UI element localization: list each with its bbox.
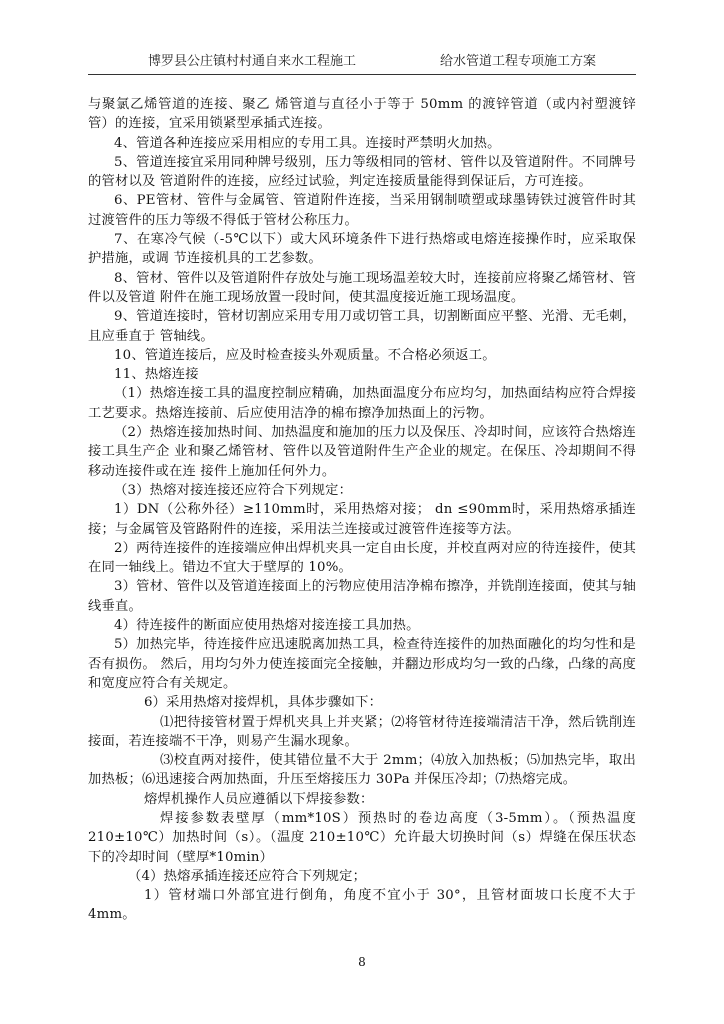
paragraph: 熔焊机操作人员应遵循以下焊接参数： <box>144 791 374 807</box>
paragraph: 6）采用热熔对接焊机，具体步骤如下： <box>144 695 383 711</box>
paragraph: 8、管材、管件以及管道附件存放处与施工现场温差较大时，连接前应将聚乙烯管材、管件以及管道 附件在施工现场放置一段时间，使其温度接近施工现场温度。 <box>88 270 636 305</box>
header-project-title: 博罗县公庄镇村村通自来水工程施工 <box>148 54 357 69</box>
paragraph: 7、在寒冷气候（-5℃以下）或大风环境条件下进行热熔或电熔连接操作时，应采取保护措施，或调 节连接机具的工艺参数。 <box>88 232 636 267</box>
paragraph: （1）热熔连接工具的温度控制应精确，加热面温度分布应均匀，加热面结构应符合焊接工艺要求。热熔连接前、后应使用洁净的棉布擦净加热面上的污物。 <box>88 386 636 421</box>
paragraph: 5、管道连接宜采用同种牌号级别，压力等级相同的管材、管件以及管道附件。不同牌号的管材以及 管道附件的连接，应经过试验，判定连接质量能得到保证后，方可连接。 <box>88 154 636 190</box>
page-header <box>88 50 636 70</box>
paragraph: 6、PE管材、管件与金属管、管道附件连接，当采用钢制喷塑或球墨铸铁过渡管件时其过渡管件的压力等级不得低于管材公称压力。 <box>88 193 636 228</box>
paragraph: 1）管材端口外部宜进行倒角，角度不宜小于 30°，且管材面坡口长度不大于4mm。 <box>88 888 636 923</box>
paragraph: 10、管道连接后，应及时检查接头外观质量。不合格必须返工。 <box>114 347 496 363</box>
paragraph: 与聚氯乙烯管道的连接、聚乙 烯管道与直径小于等于 50mm 的渡锌管道（或内衬塑渡锌管）的连接，宜采用锁紧型承插式连接。 <box>88 97 636 132</box>
paragraph: 2）两待连接件的连接端应伸出焊机夹具一定自由长度，并校直两对应的待连接件，使其在同一轴线上。错边不宜大于壁厚的 10%。 <box>88 540 636 576</box>
paragraph: 焊接参数表壁厚（mm*10S）预热时的卷边高度（3-5mm）。（预热温度210±10℃）加热时间（s）。（温度 210±10℃）允许最大切换时间（s）焊缝在保压状态下的冷却时间（壁厚*10min） <box>88 810 636 865</box>
paragraph: 4）待连接件的断面应使用热熔对接连接工具加热。 <box>114 618 420 634</box>
paragraph: ⑴把待接管材置于焊机夹具上并夹紧；⑵将管材待连接端清洁干净，然后铣削连接面，若连接端不干净，则易产生漏水现象。 <box>88 714 636 749</box>
document-body <box>88 95 636 925</box>
header-divider <box>88 74 636 75</box>
paragraph: （4）热熔承插连接还应符合下列规定； <box>128 868 367 884</box>
paragraph: ⑶校直两对接件，使其错位量不大于 2mm；⑷放入加热板；⑸加热完毕，取出加热板；⑹迅速接合两加热面，升压至熔接压力 30Pa 并保压冷却；⑺热熔完成。 <box>88 753 636 788</box>
paragraph: （2）热熔连接加热时间、加热温度和施加的压力以及保压、冷却时间，应该符合热熔连接工具生产企 业和聚乙烯管材、管件以及管道附件生产企业的规定。在保压、冷却期间不得移动连接件或在连 接件上施加任何外力。 <box>88 425 636 479</box>
header-document-title: 给水管道工程专项施工方案 <box>439 54 596 69</box>
paragraph: 5）加热完毕，待连接件应迅速脱离加热工具，检查待连接件的加热面融化的均匀性和是否有损伤。 然后，用均匀外力使连接面完全接触，并翻边形成均匀一致的凸缘，凸缘的高度和宽度应符合有关规定。 <box>88 637 636 691</box>
paragraph: 4、管道各种连接应采用相应的专用工具。连接时严禁明火加热。 <box>114 135 501 151</box>
paragraph: 1）DN（公称外径）≥110mm时，采用热熔对接； dn ≤90mm时，采用热熔承插连接；与金属管及管路附件的连接，采用法兰连接或过渡管件连接等方法。 <box>88 502 636 537</box>
paragraph: 9、管道连接时，管材切割应采用专用刀或切管工具，切割断面应平整、光滑、无毛刺，且应垂直于 管轴线。 <box>88 309 636 344</box>
paragraph: （3）热熔对接连接还应符合下列规定： <box>114 482 353 498</box>
page-number: 8 <box>358 955 366 969</box>
paragraph: 11、热熔连接 <box>114 367 199 383</box>
paragraph: 3）管材、管件以及管道连接面上的污物应使用洁净棉布擦净，并铣削连接面，使其与轴线垂直。 <box>88 579 636 614</box>
